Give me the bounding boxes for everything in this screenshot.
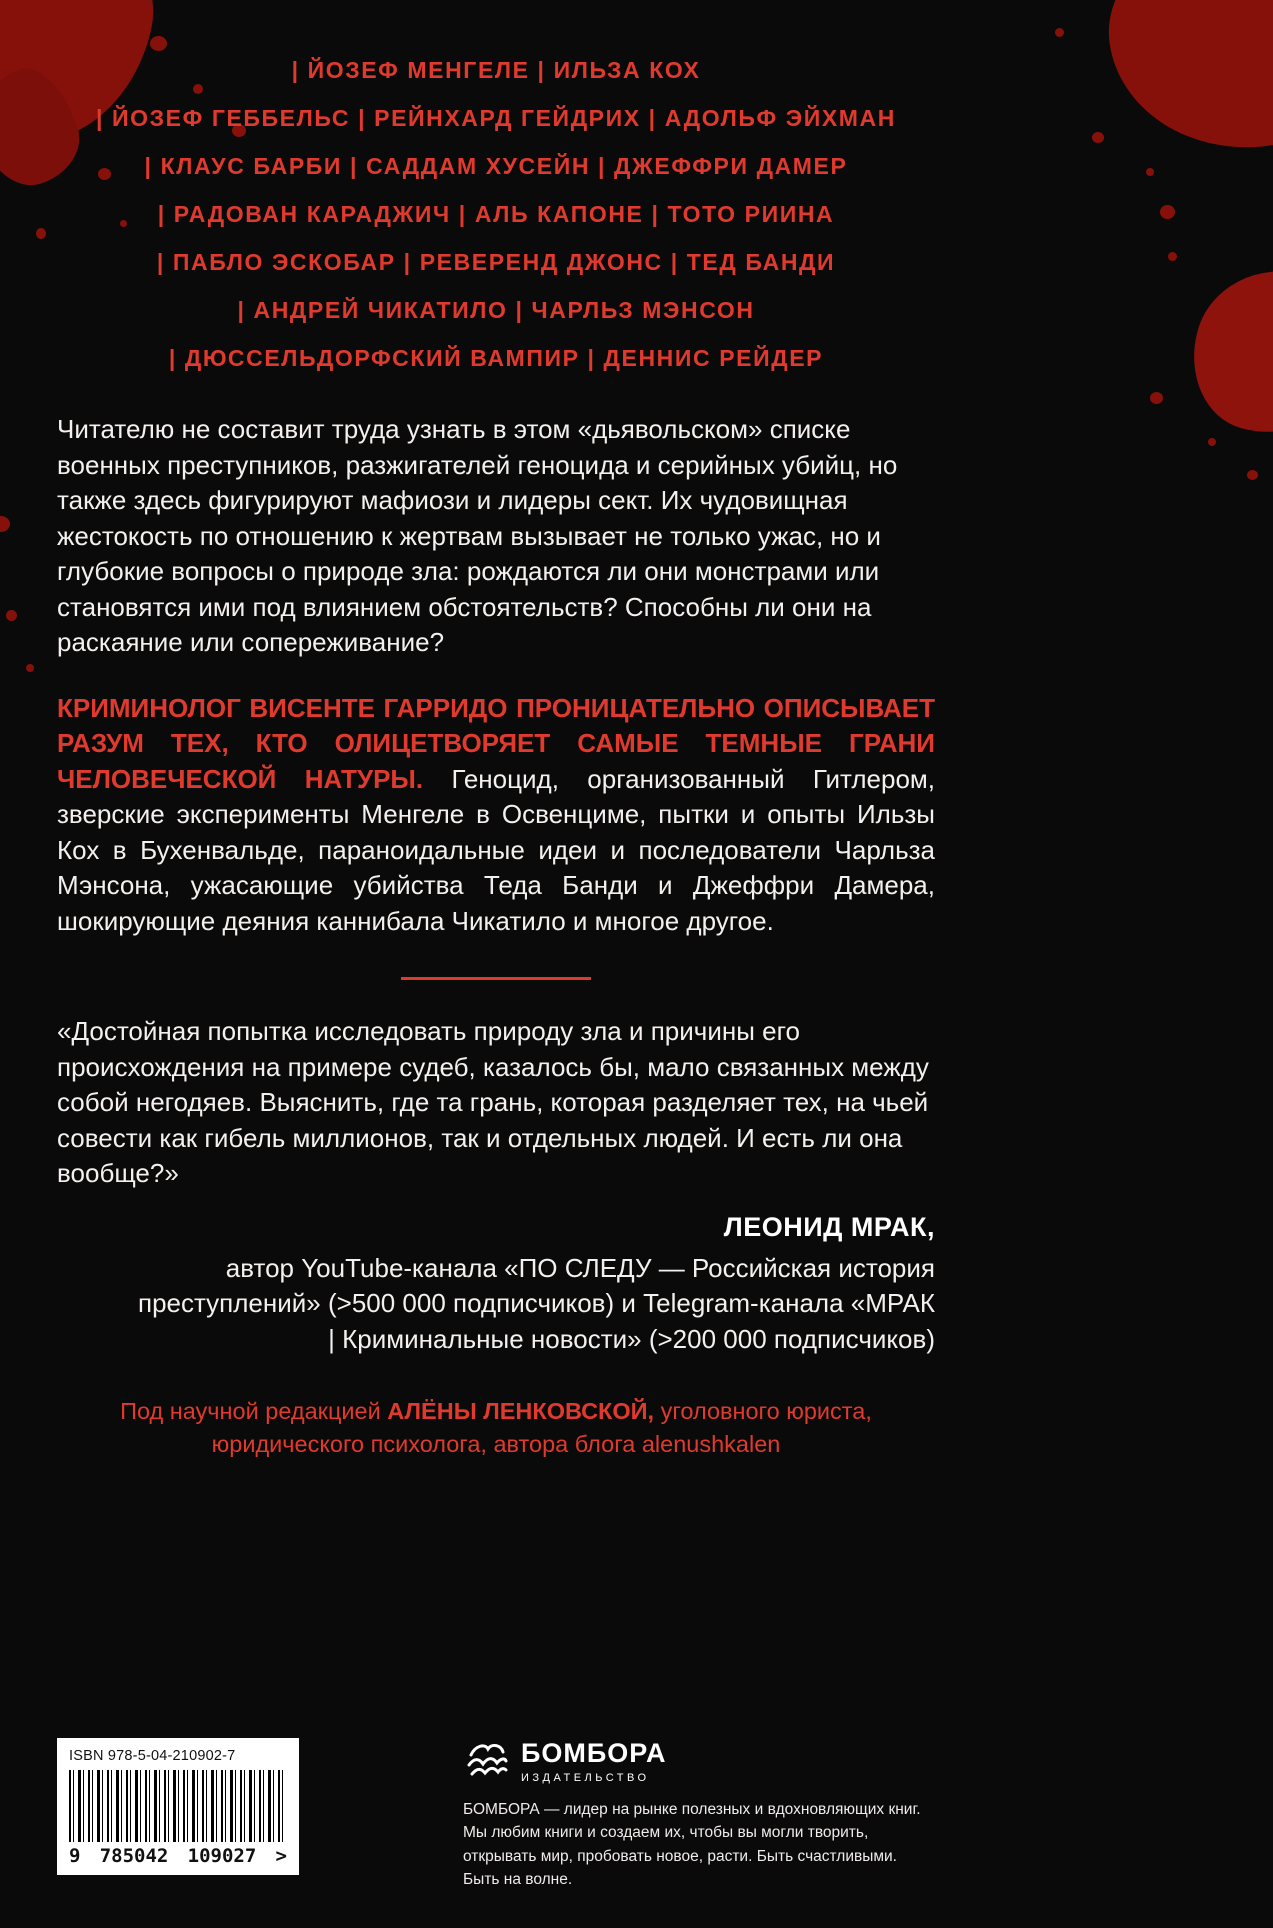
editor-suffix-text: уголовного юриста, юридического психолога, автора блога alenushkalen (211, 1398, 872, 1457)
review-quote: «Достойная попытка исследовать природу зла и причины его происхождения на примере судеб, казалось бы, мало связанных между собой негодяев. Выяснить, где та грань, которая разделяет тех, на чьей совести как гибель миллионов, так и отдельных людей. И есть ли она вообще?» (57, 1016, 929, 1188)
editor-name-text: АЛЁНЫ ЛЕНКОВСКОЙ, (387, 1398, 655, 1424)
blood-splatter (1168, 252, 1177, 261)
back-cover-content (57, 46, 935, 1461)
blood-splatter (1146, 168, 1154, 176)
blood-splatter (1092, 132, 1104, 143)
blood-splatter (36, 228, 46, 239)
blood-splatter (1208, 438, 1216, 446)
blood-splatter (26, 664, 34, 672)
review-author-description: автор YouTube-канала «ПО СЛЕДУ — Российская история преступлений» (>500 000 подписчиков) и Telegram-канала «МРАК | Криминальные новости» (>200 000 подписчиков) (137, 1252, 935, 1354)
blood-splatter (1055, 28, 1064, 37)
publisher-header (463, 1738, 935, 1784)
ean-barcode (69, 1770, 287, 1842)
names-line-6: | АНДРЕЙ ЧИКАТИЛО | ЧАРЛЬЗ МЭНСОН (237, 297, 755, 323)
blood-splatter (1160, 205, 1175, 219)
blood-splatter (1247, 470, 1258, 480)
names-line-3: | КЛАУС БАРБИ | САДДАМ ХУСЕЙН | ДЖЕФФРИ ДАМЕР (144, 153, 848, 179)
barcode-digit-group: > (275, 1845, 287, 1867)
highlight-lead-text: КРИМИНОЛОГ ВИСЕНТЕ ГАРРИДО ПРОНИЦАТЕЛЬНО ОПИСЫВАЕТ РАЗУМ ТЕХ, КТО ОЛИЦЕТВОРЯЕТ САМЫЕ ТЕМНЫЕ ГРАНИ ЧЕЛОВЕЧЕСКОЙ НАТУРЫ. (57, 692, 935, 794)
names-line-5: | ПАБЛО ЭСКОБАР | РЕВЕРЕНД ДЖОНС | ТЕД БАНДИ (156, 249, 836, 275)
publisher-description: БОМБОРА — лидер на рынке полезных и вдохновляющих книг. Мы любим книги и создаем их, чтобы вы могли творить, открывать мир, пробовать новое, расти. Быть счастливыми. Быть на волне. (463, 1801, 921, 1888)
publisher-block (463, 1738, 935, 1891)
editor-note (57, 1395, 935, 1461)
isbn-number: ISBN 978-5-04-210902-7 (69, 1748, 236, 1764)
names-line-7: | ДЮССЕЛЬДОРФСКИЙ ВАМПИР | ДЕННИС РЕЙДЕР (168, 345, 824, 371)
isbn-barcode-block (57, 1738, 299, 1875)
highlight-rest-text: Геноцид, организованный Гитлером, зверские эксперименты Менгеле в Освенциме, пытки и опыты Ильзы Кох в Бухенвальде, параноидальные идеи и последователи Чарльза Мэнсона, ужасающие убийства Теда Банди и Джеффри Дамера, шокирующие деяния каннибала Чикатило и многое другое. (57, 763, 935, 936)
footer (57, 1738, 935, 1891)
names-line-4: | РАДОВАН КАРАДЖИЧ | АЛЬ КАПОНЕ | ТОТО РИИНА (157, 201, 835, 227)
barcode-digits (69, 1845, 287, 1867)
barcode-digit-group: 785042 (99, 1845, 169, 1867)
barcode-digit-group: 109027 (187, 1845, 257, 1867)
highlight-paragraph (57, 691, 935, 940)
criminal-names-list (57, 46, 935, 382)
blood-splatter (1096, 0, 1273, 166)
publisher-name-group (521, 1738, 666, 1784)
publisher-subtitle: ИЗДАТЕЛЬСТВО (521, 1772, 650, 1784)
blood-splatter (0, 516, 10, 532)
editor-prefix-text: Под научной редакцией (120, 1398, 388, 1424)
publisher-name: БОМБОРА (521, 1738, 667, 1768)
names-line-2: | ЙОЗЕФ ГЕББЕЛЬС | РЕЙНХАРД ГЕЙДРИХ | АДОЛЬФ ЭЙХМАН (96, 105, 896, 131)
blood-splatter (1176, 251, 1273, 449)
names-line-1: | ЙОЗЕФ МЕНГЕЛЕ | ИЛЬЗА КОХ (291, 57, 701, 83)
intro-paragraph: Читателю не составит труда узнать в этом «дьявольском» списке военных преступников, разжигателей геноцида и серийных убийц, но также здесь фигурируют мафиози и лидеры сект. Их чудовищная жестокость по отношению к жертвам вызывает не только ужас, но и глубокие вопросы о природе зла: рождаются ли они монстрами или становятся ими под влиянием обстоятельств? Способны ли они на раскаяние или сопереживание? (57, 414, 898, 657)
divider-rule (401, 977, 591, 980)
bombora-logo-icon (463, 1739, 511, 1783)
review-author-name: ЛЕОНИД МРАК, (723, 1211, 935, 1242)
blood-splatter (1150, 392, 1163, 404)
blood-splatter (6, 610, 17, 621)
barcode-digit-group: 9 (69, 1845, 81, 1867)
